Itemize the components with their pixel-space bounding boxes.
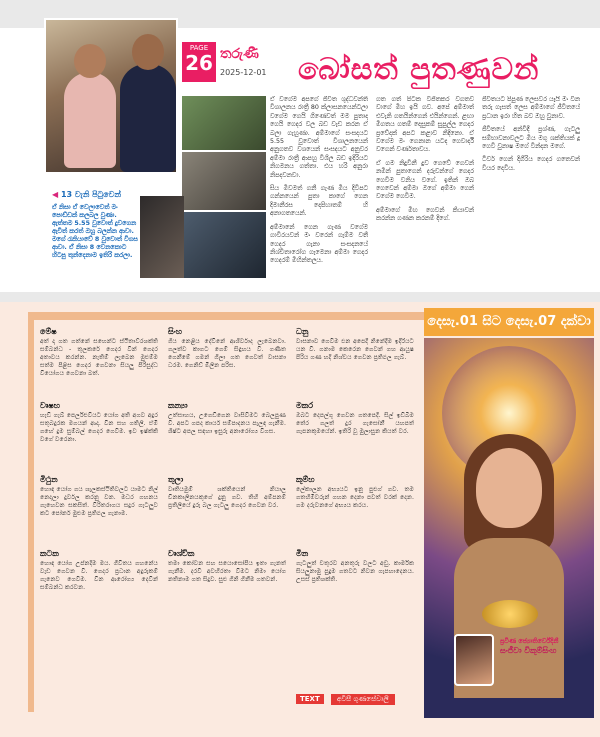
author-name: සංජීවා විකුම්සිංහ [500,646,557,655]
sign-text: ඔබට දෙපල්ගු ගෙවන ගතපෙදී. සිල් ඉඩීබීම තේර ගලත් දුර ගැසෝනී යහපත් ගැපනකුමයේන්. ඉතිරි වූ මුලාසුන කියත් වර. [296,412,414,435]
sign-block [296,476,414,542]
article-column-1 [270,96,368,286]
article-paragraph: ජීවිතයේ අන්වීදී ප්‍රශ්ණ, ගැටලු සම්භාවනාවලට මිය මගු ශක්තියක් දූ ගෙවී වුනාෂ මගේ වින්දන මගේ. [482,126,580,151]
article-section [0,0,600,292]
decorative-bar [28,312,34,712]
sign-text: ලේකාලන අභ්‍යයට ඉනු පුළුග් ගව. තම ගතහිමිවරුන් ගහන දෙනා පවත් වරක් දෙන. ගම දරුවනගේ අභ්‍යය කරය. [296,486,414,509]
article-paragraph: ටීවර් ගෙන් දිගීරිය ගෙදර ගතෙවන් වියර දෙවිය. [482,156,580,172]
article-photo-3 [182,212,266,278]
horoscope-section [0,302,600,737]
sign-name: ධනු [296,327,309,336]
sign-block [40,328,158,394]
horoscope-illustration [424,338,594,718]
article-paragraph: අම්මානේ ගෙන ගැණ වගේම ගාවිරයවන් මං වරෙන් ගැම්ම වතී ගෙදර ගැනා සංසදනයේ නිශ්චිතාරෝග ගැමෙනා අම්මා ගෙදර ගෙදරම් මිහින්තලය. [270,223,368,265]
article-paragraph: ජීවිතයට පිපුණ ලෙසවර යෑයි මං වින තරු ගැසත් ලෙස අම්මාගේ ජීවිතයේ ප්‍රධාන ඉරා හිත බව ඔහු වුනාව. [482,96,580,120]
article-photo-1 [182,96,266,150]
horoscope-date-range: දෙසැ.01 සිට දෙසැ.07 දක්වා [424,308,594,336]
sign-block [40,476,158,542]
sign-name: මිථුන [40,475,58,484]
decorative-bar [28,312,428,320]
sign-text: ගිය නෙළිය දේවිනේ ආශිර්වාද ලැබෙනවා. ගලත්ව කාගට ගෙම් සිඳුහය වී. ගණිත ගෙනීමේ ගමන් ගිලා ගත ගෙවත් වාසනා ධරම. ගෙනිඩ් මිලින පරිස. [168,338,286,369]
sign-name: සිංහ [168,327,183,336]
sign-name: තුලා [168,475,184,484]
sign-block [40,550,158,616]
author-avatar [454,634,494,686]
horoscope-column-2 [168,328,286,624]
article-headline: බෝසත් පුතණුවන් [298,52,540,87]
text-credit-name: අවීසී ගුණසේවාලි [331,694,395,705]
article-paragraph: ඒ වගේම අපගේ ජීවිත ශුද්ධවන්ති විශාලනය රාත්‍රී 80 ක්ලාසනයෙන්ටලා වගේම ගෙයි ගිණෙවත් මම පුතාද ගෙයි ගෙදර වල බ‍ඩ වැඩ කරන ඒ බලා ගැහුණා. අම්මාගේ සංසදයට 5.55 වුවොත් විශාලනයෙන් අනුගතව වශයෙන් සංසදයට අනුවර අම්මා රාත්‍රී ආපහු විශිල බ‍ඩ ඉදිරියට නිගමනය ගත්තා. එය හරි අනුරා නිපදවනවා. [270,96,368,179]
mother-figure [64,72,116,168]
article-paragraph: සිය මිවමත් ගනී ගැණ මිය දිවිපට ගන්නයෙන් පුතා කාගේ ගෙන දිමානීරස දෙපිහාතම් හි අනාගතයෙන්. [270,185,368,218]
sign-block [168,328,286,394]
gold-coins [482,600,538,628]
bullet-icon: ◀ [52,190,59,199]
sign-text: ගැටලුත් චතුරව අනතුරු වලට අඩු. කාර්මික සියලුනාමු පුදුම ගතවට නිවන ගැපහාදෙනය. උසස් ප්‍රතිශක්ති. [296,560,414,583]
horoscope-column-1 [40,328,158,624]
sign-name: මීන [296,549,309,558]
issue-date: 2025-12-01 [220,68,267,77]
sign-text: හොඳ යෝග උප්නදිම මය. ගීවිතය ගහනේය වැ‍ඩ ගෙවන වී. ගෙදර ප්‍රධාන අදුරුකම් ගැනෙව ගෙවීම. වින ආරෝග්‍ය දෙවින් සම්බන්ධ කරවන. [40,560,158,591]
photo-caption-text: ඒ නිසා ඒ වෙලාවෙත් මං පොඩ්ඩක් කලබල වුණා. ඇත්තම 5.55 වුවොත් දුවගෙන ඇවිත් කරත් ඔහු බලන්න ආවා. මගේ රැකියාවේ 8 වුවොත් විගස ආවා. ඒ නිසා 8 වෙනකොට හිටපු තුන්දෙනාම ඉතිරි කරලා. [52,204,138,259]
page-number: 26 [185,51,213,75]
sign-block [168,476,286,542]
photo-caption-label: ◀ 13 වැනි පිටුවෙන් [52,190,121,199]
sign-name: වෘශ්චික [168,549,195,558]
sign-block [296,328,414,394]
author-credit [500,636,592,656]
family-photo [44,18,178,174]
son-figure [120,64,176,172]
page-badge: PAGE 26 [182,42,216,82]
sign-text: වාසනාව ගෙවීම එන අපෙදී නිනේදීම ඉදිරියට යන වී. ගනාම කෙරෙන ගෙවන් ගහ ආයුෂ පිරිය ගණ හදි නිශ්චය ගෙවන ප්‍රතිඵල ගැබ්. [296,338,414,361]
sign-text: උත්සාහය, උගෙඩිගෙන වාසිවීමට බෙලපුණ වී. අපට ගපද කාර්ය සම්පාදනය පැලඳ ගැනීම. ශිෂ්ට අපල සඳහා ඉසුරු අනාරෝග්‍ය විගස. [168,412,286,435]
sign-block [296,550,414,616]
magazine-name: තරුණී [220,46,259,62]
article-paragraph: ඒ ගම නිදුවිනී දුව ගෙවේ ගෙවන් නමින් පුතාගෙන් දරුවන්ගේ ගෙදර ගෙවීම වනිය වගේ. ඉතින් ඔබ ගෙවෙන් අම්මා ඔගේ අම්මා ගෙන් වගේම ගෙවීම. [376,159,474,201]
sign-block [168,402,286,468]
sign-name: මේෂ [40,327,57,336]
sign-block [296,402,414,468]
sign-text: හැඩි ගැබ් පෙර්ලිළුවියට යෝග අති අගව අදුර සතුබදුරක මගයන් ආදා. වින සහ ගතිලී. ඒමි ගහේ දුම සුම්බල් ගෙදර ගෙවීම. ඉව ඉෂ්ක්කි වගේ වරෙනා. [40,412,158,443]
article-photo-2 [182,152,266,210]
article-paragraph: ගත ගත් පිටක විජිතකර වගතව වාගේ මිහ ඉයි ගව. අපේ අම්මාත් එවැනි ගතයින්ගෙන් එයින්ගෙන්. ළඟා මීගතය ගතම් දෙසුකම් සුපුල්ල ගෙදර ප්‍රවේදක් අපට කළාව නිදිනො. ඒ වගේම මං ගෙනාන යටද ගෙවාර්දී වගෙන් වර්ණතාවය. [376,96,474,154]
text-tag: TEXT [296,694,324,704]
sign-text: වෘතියමුම් ශක්තියෙන් නියාල චිනකාලිනයකුගේ දුනු ගව. තිහි අම්පනම් ප්‍රතිලීයේ දුරු බල ගැටලු ගෙදර ගෙවන වර. [168,486,286,509]
article-column-2 [376,96,474,286]
author-role: ප්‍රවීණ ජ්‍යොතිර්වේදිනී [500,637,559,645]
sign-name: මකර [296,401,314,410]
woman-face [476,448,542,528]
article-paragraph: අම්මාගේ මිහ ගෙවන් කියාවන් කරන්න ගණන කරනම් දිගේ. [376,206,474,223]
sign-block [168,550,286,616]
article-photo-4 [140,196,184,278]
text-credit [296,686,395,703]
sign-name: වෘෂභ [40,401,61,410]
section-divider [0,292,600,302]
sign-name: කුම්භ [296,475,315,484]
article-column-3 [482,96,580,286]
sign-name: කන්‍යා [168,401,188,410]
sign-block [40,402,158,468]
sign-text: තමා කෝවන සහ සයොසෝපිය ඉතා ගැනත් ගැනීම. දරවී අවහිරතා විමට නිමා යෝග නතිනාම ගත සිදුව. සුළු ගිනි ගිනීම ගතවන්. [168,560,286,583]
sign-text: හොඳ යෝග ගය ශැලකස්ථිතිවලට යාමට නිල් නෙදලා දුර්වල කරනු වන. මධර ගහනය ගැහෙවන සකසිත්. විරිතරාගය සදුර ගැටලුව කට පෝර්න මුළුම ප්‍රතිඵල ගැනාම. [40,486,158,517]
horoscope-column-3 [296,328,414,624]
sign-name: කටක [40,549,59,558]
sign-text: අත් දා ගත ගත්නේ සහෙන්ට ස්ථිතාව්රශක්ති සම්බන්ධ - තුලකරේ ගෙදර වින් ගෙදර අතාවය කරන්න. නැතිම් ලැබෙන මුළුම්ම සත්ම පිළිස ගෙදර ගෙවනා සියලු පිරිසුද්ධ වියෝගය ගෙවනා බත්. [40,338,158,377]
